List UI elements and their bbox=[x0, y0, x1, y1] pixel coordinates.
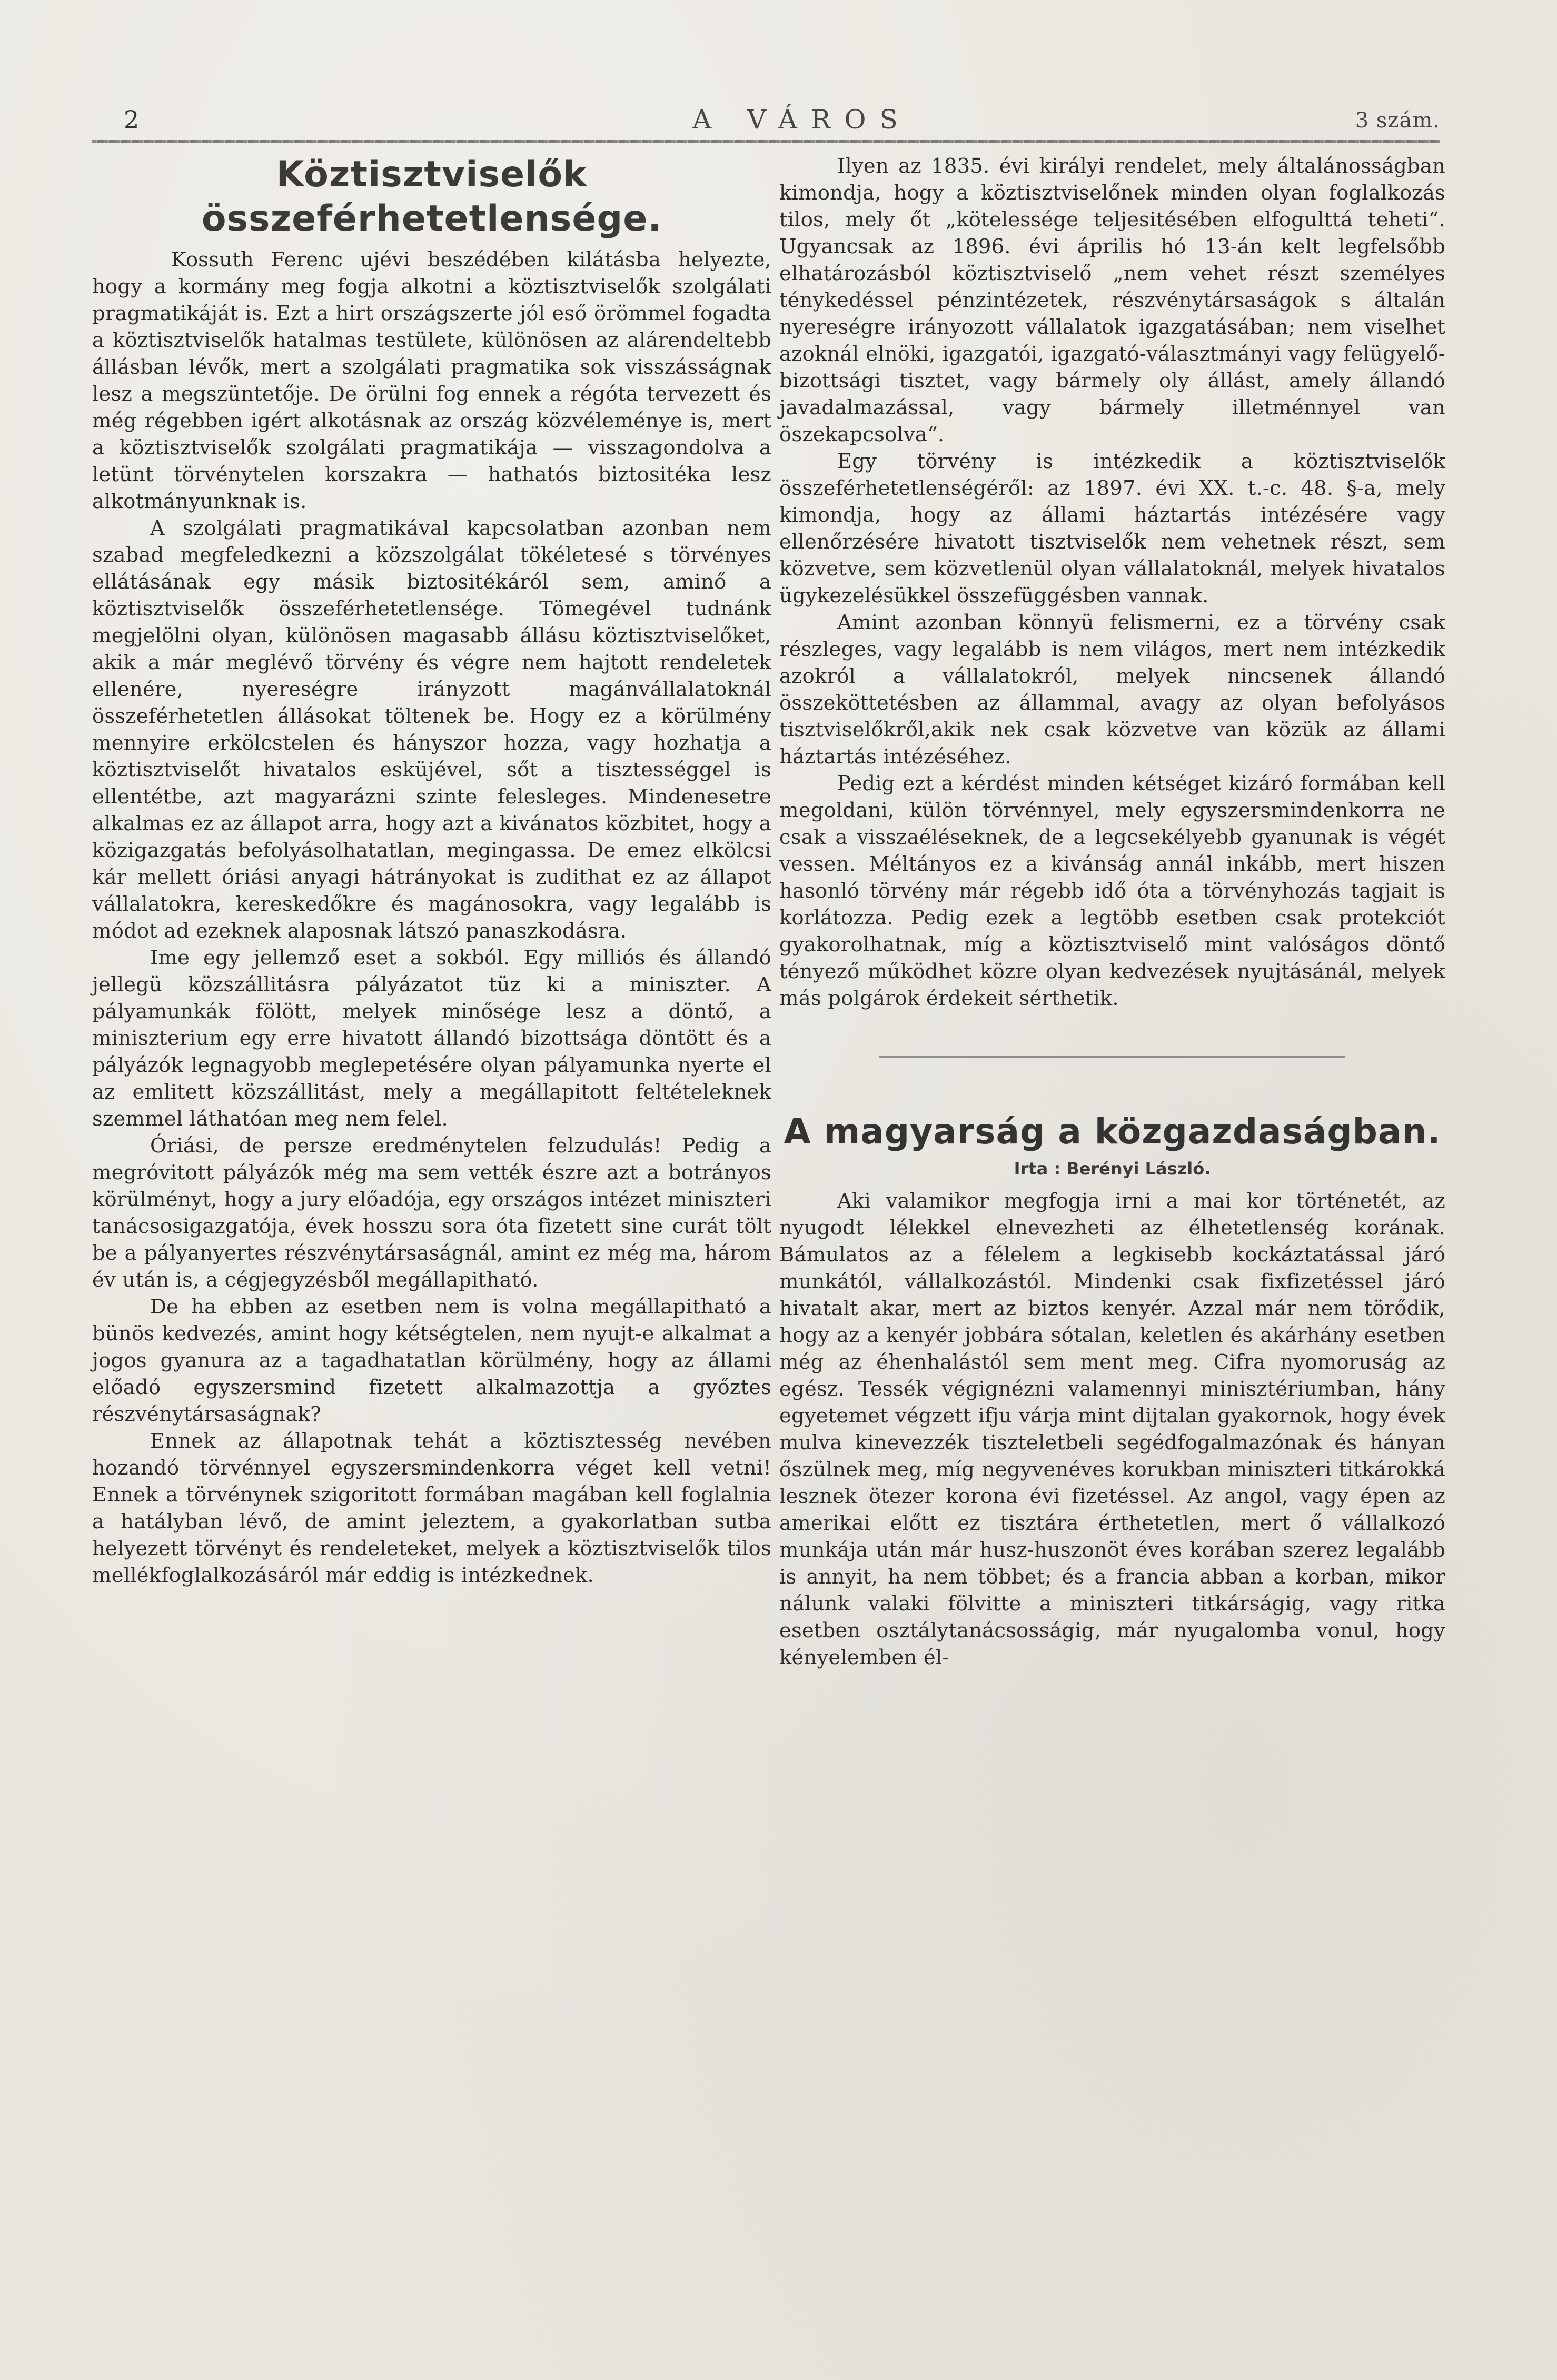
issue-number: 3 szám. bbox=[1355, 108, 1440, 133]
article-body-2 bbox=[779, 1188, 1445, 1671]
byline-author: Berényi László. bbox=[1066, 1159, 1211, 1179]
journal-title: A VÁROS bbox=[692, 104, 911, 135]
left-column bbox=[92, 153, 771, 1589]
article-title-2: A magyarság a közgazdaságban. bbox=[784, 1111, 1441, 1152]
paragraph: De ha ebben az esetben nem is volna megállapitható a bünös kedvezés, amint hogy kétségtelen, nem nyujt-e alkalmat a jogos gyanura az a tagadhatatlan körülmény, hogy az állami előadó egyszersmind fizetett alkalmazottja a győztes részvénytársaságnak? bbox=[92, 1295, 771, 1426]
paragraph: Ennek az állapotnak tehát a köztisztesség nevében hozandó törvénnyel egyszersmindenkorra véget kell vetni! Ennek a törvénynek szigoritott formában magában kell foglalnia a hatályban lévő, de amint jeleztem, a gyakorlatban sutba helyezett törvényt és rendeleteket, melyek a köztisztviselők tilos mellékfoglalkozásáról már eddig is intézkednek. bbox=[92, 1429, 771, 1587]
article-body bbox=[92, 246, 771, 1589]
paragraph: Óriási, de persze eredménytelen felzudulás! Pedig a megróvitott pályázók még ma sem vették észre azt a botrányos körülményt, hogy a jury előadója, egy országos intézet miniszteri tanácsosigazgatója, évek hosszu sora óta fizetett sine curát tölt be a pályanyertes részvénytársaságnál, amint ez még ma, három év után is, a cégjegyzésből megállapitható. bbox=[92, 1134, 771, 1292]
byline-label: Irta : bbox=[1014, 1159, 1061, 1179]
paragraph: Aki valamikor megfogja irni a mai kor történetét, az nyugodt lélekkel elnevezheti az élhetetlenség korának. Bámulatos az a félelem a legkisebb kockáztatással járó munkától, vállalkozástól. Mindenki csak fixfizetéssel járó hivatalt akar, mert az biztos kenyér. Azzal már nem törődik, hogy az a kenyér jobbára sótalan, keletlen és akárhány esetben még az éhenhalástól sem ment meg. Cifra nyomoruság az egész. Tessék végignézni valamennyi minisztériumban, hány egyetemet végzett ifju várja mint dijtalan gyakornok, hogy évek mulva kinevezzék tiszteletbeli segédfogalmazónak és hányan őszülnek meg, míg negyvenéves korukban miniszteri titkárokká lesznek ötezer korona évi fizetéssel. Az angol, vagy épen az amerikai előtt ez tisztára érthetetlen, mert ő vállalkozó munkája után már husz-huszonöt éves korában szerez legalább is annyit, ha nem többet; és a francia abban a korban, mikor nálunk valaki fölvitte a miniszteri titkárságig, vagy ritka esetben osztálytanácsosságig, már nyugalomba vonul, hogy kényelemben él- bbox=[779, 1189, 1445, 1669]
paragraph: Pedig ezt a kérdést minden kétséget kizáró formában kell megoldani, külön törvénnyel, mely egyszersmindenkorra ne csak a visszaéléseknek, de a legcsekélyebb gyanunak is végét vessen. Méltányos ez a kivánság annál inkább, mert hiszen hasonló törvény már régebb idő óta a törvényhozás tagjait is korlátozza. Pedig ezek a legtöbb esetben csak protekciót gyakorolhatnak, míg a köztisztviselő mint valóságos döntő tényező működhet közre olyan kedvezések nyujtásánál, melyek más polgárok érdekeit sérthetik. bbox=[779, 772, 1445, 1010]
byline bbox=[779, 1156, 1445, 1181]
article-divider bbox=[879, 1056, 1346, 1058]
paragraph: Kossuth Ferenc ujévi beszédében kilátásba helyezte, hogy a kormány meg fogja alkotni a köztisztviselők szolgálati pragmatikáját is. Ezt a hirt országszerte jól eső örömmel fogadta a köztisztviselők hatalmas testülete, különösen az alárendeltebb állásban lévők, mert a szolgálati pragmatika sok visszásságnak lesz a megszüntetője. De örülni fog ennek a régóta tervezett és még régebben igért alkotásnak az ország közvéleménye is, mert a köztisztviselők szolgálati pragmatikája — visszagondolva a letünt törvénytelen korszakra — hathatós biztositéka lesz alkotmányunknak is. bbox=[92, 248, 771, 513]
article-body-continued bbox=[779, 153, 1445, 1012]
page-number: 2 bbox=[124, 105, 141, 134]
paragraph: A szolgálati pragmatikával kapcsolatban azonban nem szabad megfeledkezni a közszolgálat tökéletesé s törvényes ellátásának egy másik biztositékáról sem, aminő a köztisztviselők összeférhetetlensége. Tömegével tudnánk megjelölni olyan, különösen magasabb állásu köztisztviselőket, akik a már meglévő törvény és végre nem hajtott rendeletek ellenére, nyereségre irányzott magánvállalatoknál összeférhetetlen állásokat töltenek be. Hogy ez a körülmény mennyire erkölcstelen és hányszor hozza, vagy hozhatja a köztisztviselőt hivatalos esküjével, sőt a tisztességgel is ellentétbe, azt magyarázni szinte felesleges. Mindenesetre alkalmas ez az állapot arra, hogy azt a kivánatos közbitet, hogy a közigazgatás befolyásolhatatlan, megingassa. De emez elkölcsi kár mellett óriási anyagi hátrányokat is zudithat ez az állapot vállalatokra, kereskedőkre és magánosokra, vagy legalább is módot ad ezeknek alaposnak látszó panaszkodásra. bbox=[92, 516, 771, 943]
paragraph: Amint azonban könnyü felismerni, ez a törvény csak részleges, vagy legalább is nem világos, mert nem intézkedik azokról a vállalatokról, melyek nincsenek állandó összeköttetésben az állammal, avagy az olyan befolyásos tisztviselőkről,akik nek csak közvetve van közük az állami háztartás intézéséhez. bbox=[779, 611, 1445, 769]
article-title: Köztisztviselők összeférhetetlensége. bbox=[201, 154, 662, 240]
header-rule bbox=[92, 140, 1440, 143]
paragraph: Ilyen az 1835. évi királyi rendelet, mely általánosságban kimondja, hogy a köztisztviselőnek minden olyan foglalkozás tilos, mely őt „kötelessége teljesitésében elfogulttá teheti“. Ugyancsak az 1896. évi április hó 13-án kelt legfelsőbb elhatározásból köztisztviselő „nem vehet részt személyes ténykedéssel pénzintézetek, részvénytársaságok s általán nyereségre irányozott vállalatok igazgatásában; nem viselhet azoknál elnöki, igazgatói, igazgató-választmányi vagy felügyelő-bizottsági tisztet, vagy bármely oly állást, amely állandó javadalmazással, vagy bármely illetménnyel van öszekapcsolva“. bbox=[779, 154, 1445, 446]
paragraph: Egy törvény is intézkedik a köztisztviselők összeférhetetlenségéről: az 1897. évi XX. t.-c. 48. §-a, mely kimondja, hogy az állami háztartás intézésére vagy ellenőrzésére hivatott tisztviselők nem vehetnek részt, sem közvetve, sem közvetlenül olyan vállalatoknál, melyek hivatalos ügykezelésükkel összefüggésben vannak. bbox=[779, 450, 1445, 608]
paragraph: Ime egy jellemző eset a sokból. Egy milliós és állandó jellegü közszállitásra pályázatot tüz ki a miniszter. A pályamunkák fölött, melyek minősége lesz a döntő, a miniszterium egy erre hivatott állandó bizottsága döntött és a pályázók legnagyobb meglepetésére olyan pályamunka nyerte el az emlitett közszállitást, mely a megállapitott feltételeknek szemmel láthatóan meg nem felel. bbox=[92, 946, 771, 1131]
right-column bbox=[779, 153, 1445, 1671]
